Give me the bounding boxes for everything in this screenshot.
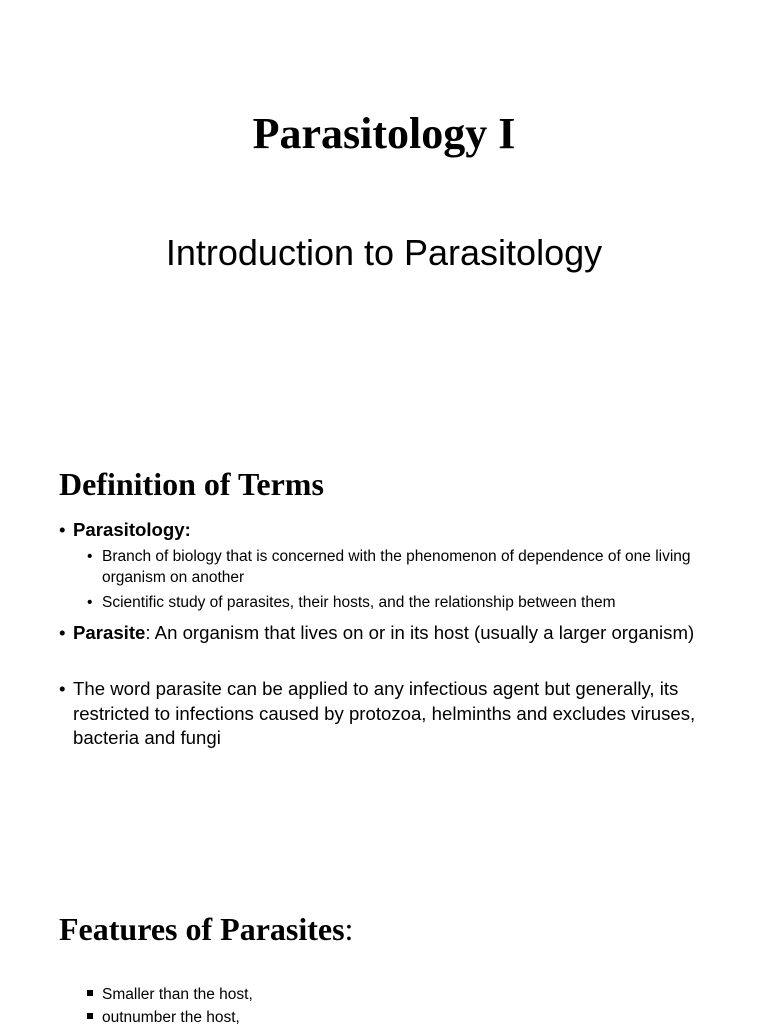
square-bullet-icon — [87, 990, 93, 996]
slide-subtitle: Introduction to Parasitology — [165, 232, 603, 273]
sub-list-item — [87, 592, 707, 613]
feature-item-text: Smaller than the host, — [102, 986, 253, 1003]
features-heading-colon: : — [344, 911, 354, 947]
bullet-icon: • — [59, 519, 66, 540]
bullet-icon: • — [59, 622, 66, 643]
feature-item — [87, 984, 707, 1005]
term-parasite: Parasite — [73, 622, 146, 643]
term-parasitology: Parasitology: — [73, 519, 191, 540]
parasite-definition: : An organism that lives on or in its host (usually a larger organism) — [145, 622, 695, 643]
slide-title: Parasitology I — [252, 109, 516, 158]
list-item-word-note — [59, 677, 709, 751]
sub-item-text: Scientific study of parasites, their hosts, and the relationship between them — [102, 594, 616, 611]
word-note-text: The word parasite can be applied to any infectious agent but generally, its restricted to infections caused by protozoa, helminths and excludes viruses, bacteria and fungi — [73, 678, 696, 748]
definitions-heading: Definition of Terms — [59, 466, 324, 502]
feature-item-text: outnumber the host, — [102, 1009, 240, 1026]
list-item-parasite — [59, 621, 709, 646]
sub-item-text: Branch of biology that is concerned with the phenomenon of dependence of one living organism on another — [102, 548, 691, 586]
sub-list-item — [87, 546, 707, 588]
bullet-icon: • — [59, 678, 66, 699]
features-heading — [59, 911, 353, 948]
square-bullet-icon — [87, 1013, 93, 1019]
feature-item — [87, 1007, 707, 1028]
features-heading-text: Features of Parasites — [59, 911, 345, 947]
bullet-icon: • — [87, 594, 93, 611]
bullet-icon: • — [87, 548, 93, 565]
list-item-parasitology — [59, 518, 709, 543]
